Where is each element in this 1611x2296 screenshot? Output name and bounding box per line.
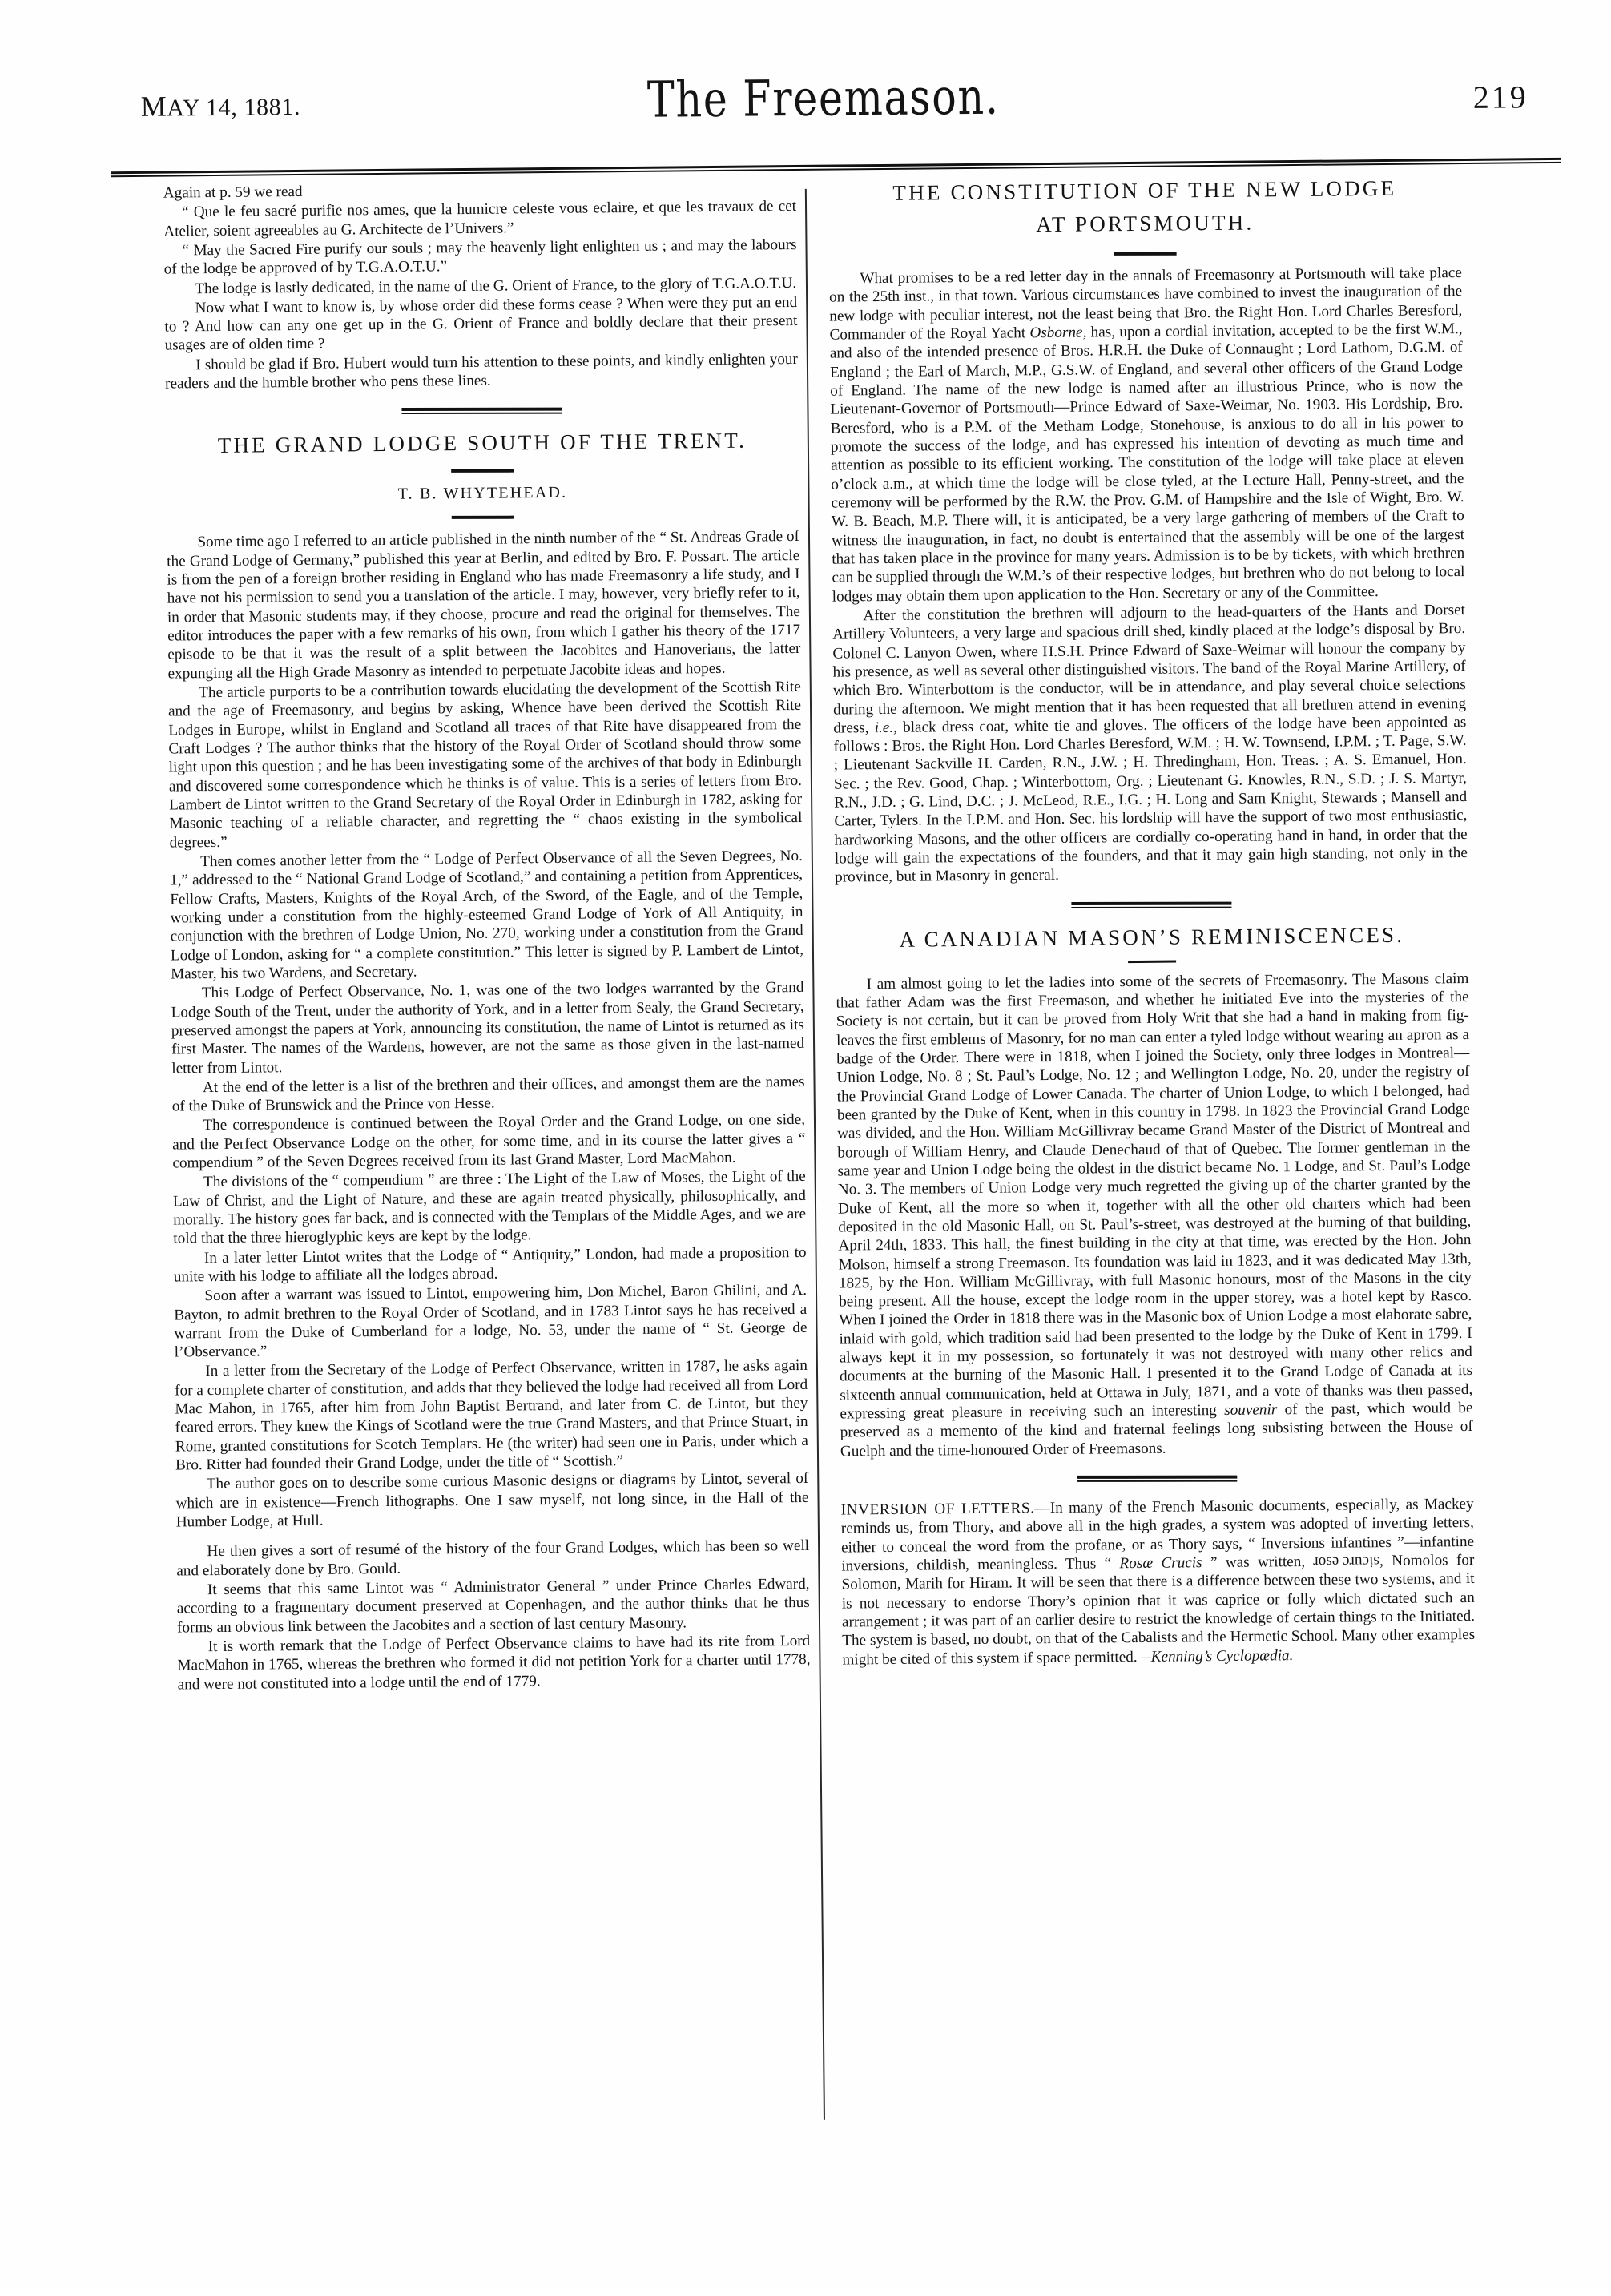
byline-underrule [452,516,514,519]
paragraph: Then comes another letter from the “ Lodge of Perfect Observance of all the Seven Degrees, No. 1,” addressed to the “ National Grand Lodge of Scotland,” and containing a petition from Apprentices, Fellow Crafts, Masters, Knights of the Royal Arch, of the Sword, of the Eagle, and of the Temple, working under a constitution from the highly-esteemed Grand Lodge of York of All Antiquity, in conjunction with the brethren of Lodge Union, No. 270, working under a constitution from the Grand Lodge of London, asking for “ a complete constitution.” This letter is signed by P. Lambert de Lintot, Master, his two Wardens, and Secretary. [169,847,804,983]
section-divider-rule [1071,901,1231,908]
dateline-text: AY 14, 1881. [167,93,301,122]
right-column [828,171,1476,1670]
note-attribution: —Kenning’s Cyclopædia. [1137,1646,1294,1666]
article-heading-grand-lodge: THE GRAND LODGE SOUTH OF THE TRENT. [217,428,747,458]
article-heading-portsmouth [828,171,1462,243]
heading-underrule [1114,252,1177,256]
paragraph: What promises to be a red letter day in the annals of Freemasonry at Portsmouth will take place on the 25th inst., in that town. Various circumstances have combined to invest the inauguration of the new lodge with peculiar interest, not the least being that Bro. the Right Hon. Lord Charles Beresford, Commander of the Royal Yacht Osborne, has, upon a cordial invitation, accepted to be the first W.M., and also of the intended presence of Bros. H.R.H. the Duke of Connaught ; Lord Lathom, D.G.M. of England ; the Earl of March, M.P., G.S.W. of England, and several other officers of the Grand Lodge of England. The name of the new lodge is named after an illustrious Prince, who is now the Lieutenant-Governor of Portsmouth—Prince Edward of Saxe-Weimar, No. 1903. His Lordship, Bro. Beresford, who is a P.M. of the Metham Lodge, Stonehouse, is anxious to do all in his power to promote the success of the lodge, and has expressed his intention of devoting as much time and attention as possible to its efficient working. The constitution of the lodge will take place at eleven o’clock a.m., at which time the lodge will be close tyled, at the Lecture Hall, Penny-street, and the ceremony will be performed by the R.W. the Prov. G.M. of Hampshire and the Isle of Wight, Bro. W. W. B. Beach, M.P. There will, it is anticipated, be a very large gathering of members of the Craft to witness the inauguration, in fact, no doubt is entertained that the assembly will be one of the largest that has taken place in the province for many years. Admission is to be by tickets, with which brethren can be supplied through the W.M.’s of their respective lodges, but brethren who do not belong to local lodges may obtain them upon application to the Hon. Secretary or any of the Committee. [829,264,1465,606]
paragraph: I should be glad if Bro. Hubert would turn his attention to these points, and kindly enlighten your readers and the humble brother who pens these lines. [165,350,798,393]
section-divider-rule [401,408,562,414]
note-body-end: , Nomolos for Solomon, Marih for Hiram. It will be seen that there is a difference between these two systems, and it is not necessary to endorse Thory’s opinion that it was caprice or folly which dictated such an arrangement ; it was part of an earlier desire to restrict the knowledge of certain things to the Initiated. The system is based, no doubt, on that of the Cabalists and the Hermetic School. Many other examples might be cited of this system if space permitted. [841,1552,1476,1669]
paragraph: The correspondence is continued between the Royal Order and the Grand Lodge, on one side, and the Perfect Observance Lodge on the other, for some time, and in its course the latter gives a “ compendium ” of the Seven Degrees received from its last Grand Master, Lord MacMahon. [172,1111,806,1172]
paragraph: Again at p. 59 we read [163,183,303,202]
paragraph: The lodge is lastly dedicated, in the name of the G. Orient of France, to the glory of T.G.A.O.T.U. [195,274,797,297]
paragraph: It is worth remark that the Lodge of Perfect Observance claims to have had its rite from Lord MacMahon in 1765, whereas the brethren who formed it did not petition York for a charter until 1778, and were not constituted into a lodge until the end of 1779. [177,1632,811,1694]
paragraph: This Lodge of Perfect Observance, No. 1, was one of the two lodges warranted by the Grand Lodge South of the Trent, under the authority of York, and in a letter from Sealy, the Grand Secretary, preserved amongst the papers at York, announcing its constitution, the name of Lintot is returned as its first Master. The names of the Wardens, however, are not the same as those given in the last-named letter from Lintot. [171,979,805,1078]
left-column [163,178,811,1694]
paragraph-quote-english: “ May the Sacred Fire purify our souls ; may the heavenly light enlighten us ; and may the labours of the lodge be approved of by T.G.A.O.T.U.” [163,236,797,278]
note-inversion-of-letters [841,1495,1476,1670]
paragraph: After the constitution the brethren will adjourn to the head-quarters of the Hants and Dorset Artillery Volunteers, a very large and spacious drill shed, kindly placed at the lodge’s disposal by Bro. Colonel C. Lanyon Owen, where H.S.H. Prince Edward of Saxe-Weimar will honour the company by his presence, as well as several other distinguished visitors. The band of the Royal Marine Artillery, of which Bro. Winterbottom is the conductor, will be in attendance, and play several choice selections during the afternoon. We might mention that it has been requested that all brethren attend in evening dress, i.e., black dress coat, white tie and gloves. The officers of the lodge have been appointed as follows : Bros. the Right Hon. Lord Charles Beresford, W.M. ; H. W. Townsend, I.P.M. ; T. Page, S.W. ; Lieutenant Sackville H. Carden, R.N., J.W. ; H. Thredingham, Hon. Treas. ; A. S. Emanuel, Hon. Sec. ; the Rev. Good, Chap. ; Winterbottom, Org. ; Lieutenant G. Knowles, R.N., S.D. ; J. S. Martyr, R.N., J.D. ; G. Lind, D.C. ; J. McLeod, R.E., I.G. ; H. Long and Sam Knight, Stewards ; Mansell and Carter, Tylers. In the I.P.M. and Hon. Sec. his lordship will have the support of two most enthusiastic, hardworking Masons, and the other officers are cordially co-operating hand in hand, in order that the lodge will gain the expectations of the founders, and that it may gain high standing, not only in the province, but in Masonry in general. [832,601,1468,887]
paragraph: Now what I want to know is, by whose order did these forms cease ? When were they put an end to ? And how can any one get up in the G. Orient of France and boldly declare that their present usages are of olden time ? [164,293,798,355]
heading-underrule [1128,960,1176,963]
paragraph: It seems that this same Lintot was “ Administrator General ” under Prince Charles Edward, according to a fragmentary document preserved at Copenhagen, and the author thinks that he thus forms an obvious link between the Jacobites and a section of last century Masonry. [176,1575,810,1637]
note-body-start: —In many of the French Masonic documents, especially, as Mackey reminds us, from Thory, and above all in the high grades, a system was adopted of inverting letters, either to conceal the word from the profane, or as Thory says, “ Inversions infantines ”—infantine inversions, childish, meaningless. Thus “ Rosæ Crucis ” was written, [840,1496,1475,1575]
article-heading-canadian: A CANADIAN MASON’S REMINISCENCES. [899,922,1405,952]
paragraph: The divisions of the “ compendium ” are three : The Light of the Law of Moses, the Light of the Law of Christ, and the Light of Nature, and these are again treated physically, philosophically, and morally. The history goes far back, and is connected with the Templars of the Middle Ages, and we are told that the three hieroglyphic keys are kept by the lodge. [172,1168,807,1247]
paragraph: Some time ago I referred to an article published in the ninth number of the “ St. Andreas Grade of the Grand Lodge of Germany,” published this year at Berlin, and edited by Bro. F. Possart. The article is from the pen of a foreign brother residing in England who has made Freemasonry a life study, and I have not his permission to send you a translation of the article. I may, however, very briefly refer to it, in order that Masonic students may, if they choose, procure and read the original for themselves. The editor introduces the paper with a few remarks of his own, from which I gather his theory of the 1717 episode to be that it was the result of a split between the Jacobites and Hanoverians, the latter expunging all the High Grade Masonry as intended to perpetuate Jacobite ideas and hopes. [167,528,801,683]
paragraph: The article purports to be a contribution towards elucidating the development of the Scottish Rite and the age of Freemasonry, and begins by asking, Whence have been derived the Scottish Rite Lodges in Europe, whilst in England and Scotland all traces of that Rite have disappeared from the Craft Lodges ? The author thinks that the history of the Royal Order of Scotland should throw some light upon this question ; and he has been investigating some of the archives of that body in Edinburgh and discovered some correspondence which he thinks is of value. This is a series of letters from Bro. Lambert de Lintot written to the Grand Secretary of the Royal Order in Edinburgh in 1782, asking for Masonic teaching of a reliable character, and regretting the “ chaos existing in the symbolical degrees.” [167,679,803,852]
paper-title: The Freemason. [646,66,1000,129]
heading-line-1: THE CONSTITUTION OF THE NEW LODGE [892,175,1397,205]
heading-line-2: AT PORTSMOUTH. [1036,210,1255,236]
paragraph: The author goes on to describe some curious Masonic designs or diagrams by Lintot, several of which are in existence—French lithographs. One I saw myself, not long since, in the Hall of the Humber Lodge, at Hull. [175,1470,809,1531]
paragraph: Soon after a warrant was issued to Lintot, empowering him, Don Michel, Baron Ghilini, and A. Bayton, to admit brethren to the Royal Order of Scotland, and in 1783 Lintot says he has received a warrant from the Duke of Cumberland for a lodge, No. 53, under the name of “ St. George de l’Observance.” [174,1282,808,1361]
paragraph: I am almost going to let the ladies into some of the secrets of Freemasonry. The Masons claim that father Adam was the first Freemason, and whether he initiated Eve into the mysteries of the Society is not certain, but it can be proved from Holy Writ that she had a hand in making from fig-leaves the first emblems of Masonry, for no man can enter a tyled lodge without wearing an apron as a badge of the Order. There were in 1818, when I joined the Society, only three lodges in Montreal—Union Lodge, No. 8 ; St. Paul’s Lodge, No. 12 ; and Wellington Lodge, No. 20, under the registry of the Provincial Grand Lodge of Lower Canada. The charter of Union Lodge, to which I belonged, had been granted by the Duke of Kent, when in this country in 1798. In 1823 the Provincial Grand Lodge was divided, and the Hon. William McGillivray became Grand Master of the District of Montreal and borough of William Henry, and Claude Denechaud of that of Quebec. The former gentleman in the same year and Union Lodge being the oldest in the district became No. 1 Lodge, and St. Paul’s Lodge No. 3. The members of Union Lodge very much regretted the giving up of the charter granted by the Duke of Kent, all the more so when it, together with all the other old charters which had been deposited in the old Masonic Hall, on St. Paul’s-street, was destroyed at the burning of that building, April 24th, 1833. This hall, the finest building in the city at that time, was erected by the Hon. John Molson, himself a strong Freemason. Its foundation was laid in 1823, and it was dedicated May 13th, 1825, by the Hon. William McGillivray, with full Masonic honours, most of the Masons in the city being present. All the house, except the lodge room in the upper storey, was a hotel kept by Rasco. When I joined the Order in 1818 there was in the Masonic box of Union Lodge a most elaborate sabre, inlaid with gold, which tradition said had been presented to the lodge by the Duke of Kent in 1799. I always kept it in my possession, so fortunately it was not destroyed with many other relics and documents at the burning of the Masonic Hall. I presented it to the Grand Lodge of Canada at its sixteenth annual communication, held at Ottawa in July, 1871, and a vote of thanks was then passed, expressing great pleasure in receiving such an interesting souvenir of the past, which would be preserved as a memento of the kind and fraternal feelings long subsisting between the House of Guelph and the time-honoured Order of Freemasons. [836,969,1473,1460]
paragraph: At the end of the letter is a list of the brethren and their offices, and amongst them are the names of the Duke of Brunswick and the Prince von Hesse. [171,1073,805,1115]
paragraph-quote-french: “ Que le feu sacré purifie nos ames, que la humicre celeste vous eclaire, et que les travaux de cet Atelier, soient agreeables au G. Architecte de l’Univers.” [163,198,797,240]
note-label: INVERSION OF LETTERS. [840,1500,1035,1519]
heading-underrule [451,469,514,473]
section-divider-rule [1077,1476,1237,1482]
paragraph: In a letter from the Secretary of the Lodge of Perfect Observance, written in 1787, he asks again for a complete charter of constitution, and adds that they believed the lodge had received all from Lord Mac Mahon, in 1765, after him from John Baptist Bertrand, and later from C. de Lintot, but they feared errors. They knew the Kings of Scotland were the true Grand Masters, and that Prince Stuart, in Rome, granted constitutions for Scotch Templars. He (the writer) had seen one in Paris, under which a Bro. Ritter had founded their Grand Lodge, under the title of “ Scottish.” [175,1357,808,1474]
column-divider-rule [805,189,825,2120]
paragraph: In a later letter Lintot writes that the Lodge of “ Antiquity,” London, had made a proposition to unite with his lodge to affiliate all the lodges abroad. [173,1243,807,1286]
paragraph: He then gives a sort of resumé of the history of the four Grand Lodges, which has been so well and elaborately done by Bro. Gould. [176,1537,810,1580]
article-byline: T. B. WHYTEHEAD. [397,483,568,503]
page-number: 219 [1472,79,1528,115]
dateline-initial: M [140,90,167,123]
inverted-phrase: sicurc esor [1313,1553,1380,1571]
